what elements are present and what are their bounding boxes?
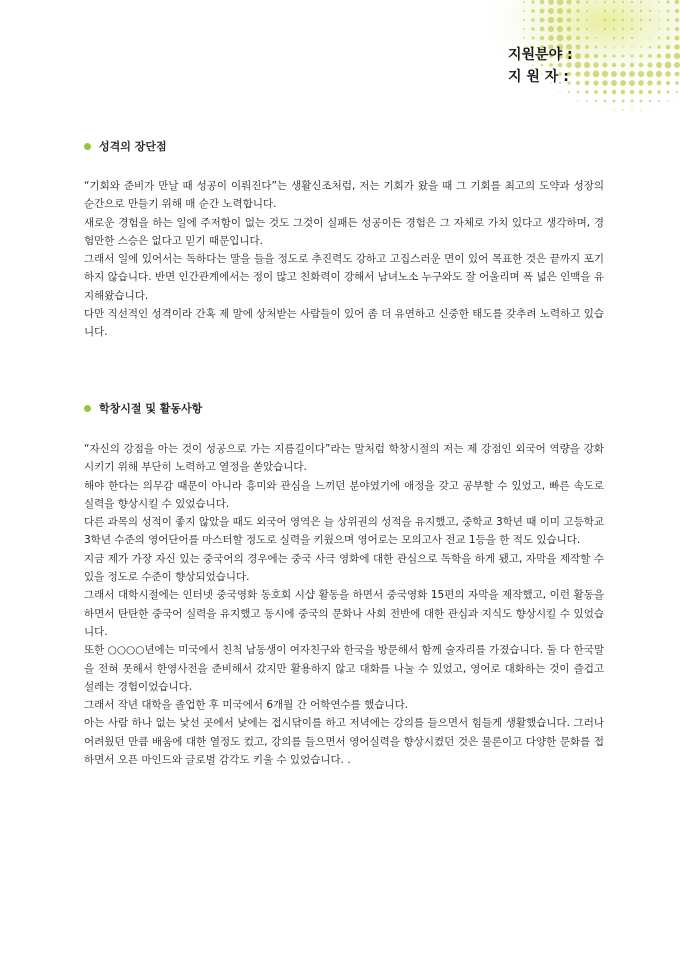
decor-dot: [602, 71, 608, 77]
decor-dot: [604, 100, 607, 103]
decor-dot: [585, 54, 590, 59]
decor-dot: [531, 27, 534, 30]
decor-dot: [667, 91, 670, 94]
decor-dot: [594, 54, 598, 58]
decor-dot: [586, 100, 588, 102]
decor-dot: [523, 10, 525, 12]
decor-dot: [604, 46, 606, 48]
decor-dot: [577, 91, 580, 94]
decor-dot: [604, 19, 606, 21]
decor-dot: [675, 72, 680, 77]
decor-dot: [631, 55, 634, 58]
paragraph: 또한 ○○○○년에는 미국에서 친척 남동생이 여자친구와 한국을 방문해서 함께 술자리를 가졌습니다. 둘 다 한국말을 전혀 못해서 한영사전을 준비해서 갔지만 활용하지 않고 대화를 나눌 수 있었고, 영어로 대화하는 것이 즐겁고 설레는 경험이었습니다.: [84, 644, 604, 693]
decor-dot: [658, 1, 660, 3]
paragraph: 다만 직선적인 성격이라 간혹 제 말에 상처받는 사람들이 있어 좀 더 유연하고 신중한 태도를 갖추려 노력하고 있습니다.: [84, 308, 604, 339]
decor-dot: [665, 53, 670, 58]
decor-dot: [658, 28, 660, 30]
decor-dot: [586, 37, 589, 40]
applicant-label: 지 원 자 :: [508, 69, 569, 85]
decor-dot: [613, 28, 615, 30]
decor-dot: [596, 11, 597, 12]
paragraph: 지금 제가 가장 자신 있는 중국어의 경우에는 중국 사극 영화에 대한 관심으로 독학을 하게 됐고, 자막을 제작할 수 있을 정도로 수준이 향상되었습니다.: [84, 552, 604, 584]
decor-dot: [666, 36, 670, 40]
decor-dot: [675, 9, 679, 13]
section-body-school-activities: [84, 440, 604, 769]
decor-dot: [674, 53, 680, 59]
decor-dot: [631, 10, 633, 12]
decor-dot: [586, 19, 588, 21]
decor-dot: [593, 62, 599, 68]
paragraph: “자신의 강점을 아는 것이 성공으로 가는 지름길이다”라는 말처럼 학창시절의 저는 제 강점인 외국어 역량을 강화시키기 위해 부단히 노력하고 열정을 쏟았습니다.: [84, 443, 604, 474]
decor-dot: [602, 80, 608, 86]
decor-dot: [674, 62, 680, 68]
decor-dot: [657, 54, 662, 59]
decor-dot: [576, 45, 581, 50]
decor-dot: [576, 18, 579, 21]
decor-dot: [613, 1, 615, 3]
decor-dot: [658, 37, 660, 39]
decor-dot: [648, 90, 652, 94]
decor-dot: [567, 27, 572, 32]
section-title: 성격의 장단점: [99, 140, 167, 153]
decor-dot: [667, 19, 670, 22]
decor-dot: [649, 10, 651, 12]
decor-dot: [640, 109, 641, 110]
decor-dot: [656, 71, 662, 77]
decor-dot: [523, 28, 525, 30]
decor-dot: [647, 62, 652, 67]
decor-dot: [620, 80, 626, 86]
decor-dot: [604, 109, 605, 110]
decor-dot: [613, 37, 615, 39]
decor-dot: [595, 46, 598, 49]
paragraph: 새로운 경험을 하는 일에 주저함이 없는 것도 그것이 실패든 성공이든 경험은 그 자체로 가치 있다고 생각하며, 경험만한 스승은 없다고 믿기 때문입니다.: [84, 216, 604, 247]
decor-dot: [612, 54, 615, 57]
decor-dot: [621, 90, 626, 95]
decor-dot: [613, 19, 615, 21]
decor-dot: [640, 10, 642, 12]
decor-dot: [596, 110, 597, 111]
decor-dot: [531, 18, 534, 21]
decor-dot: [557, 17, 563, 23]
decor-dot: [650, 2, 651, 3]
decor-dot: [586, 28, 588, 30]
decor-dot: [576, 9, 579, 12]
decor-dot: [577, 100, 578, 101]
decor-dot: [515, 20, 516, 21]
decor-dot: [649, 19, 651, 21]
decor-dot: [622, 55, 625, 58]
decor-dot: [531, 0, 534, 3]
decor-dot: [523, 37, 525, 39]
decor-dot: [640, 100, 643, 103]
decor-dot: [575, 62, 582, 69]
decor-dot: [656, 62, 662, 68]
decor-dot: [630, 90, 634, 94]
section-heading-school-activities: [84, 400, 202, 416]
decor-dot: [667, 100, 669, 102]
paragraph: 그래서 대학시절에는 인터넷 중국영화 동호회 시샵 활동을 하면서 중국영화 15편의 자막을 제작했고, 이런 활동을 하면서 탄탄한 중국어 실력을 유지했고 동시에 중국의 문화나 사회 전반에 대한 관심과 지식도 향상시킬 수 있었습니다.: [84, 589, 604, 638]
decor-dot: [523, 1, 525, 3]
decor-dot: [622, 28, 624, 30]
decor-dot: [631, 1, 633, 3]
decor-dot: [595, 100, 597, 102]
decor-dot: [647, 71, 654, 78]
decor-dot: [640, 1, 642, 3]
decor-dot: [595, 37, 597, 39]
decor-dot: [603, 54, 606, 57]
decor-dot: [557, 35, 564, 42]
bullet-icon: [84, 143, 91, 150]
decor-dot: [557, 8, 563, 14]
paragraph: 그래서 일에 있어서는 독하다는 말을 들을 정도로 추진력도 강하고 고집스러운 면이 있어 목표한 것은 끝까지 포기하지 않습니다. 반면 인간관계에서는 정이 많고 친화력이 강해서 남녀노소 누구와도 잘 어울리며 폭 넓은 인맥을 유지해왔습니다.: [84, 253, 604, 302]
decor-dot: [638, 71, 644, 77]
paragraph: “기회와 준비가 만날 때 성공이 이뤄진다”는 생활신조처럼, 저는 기회가 왔을 때 그 기회를 최고의 도약과 성장의 순간으로 만들기 위해 매 순간 노력합니다.: [84, 180, 604, 211]
decor-dot: [611, 71, 617, 77]
paragraph: 해야 한다는 의무감 때문이 아니라 흥미와 관심을 느끼던 분야였기에 애정을 갖고 공부할 수 있었고, 빠른 속도로 실력을 향상시킬 수 있었습니다.: [84, 479, 604, 510]
decor-dot: [585, 45, 589, 49]
decor-dot: [631, 19, 633, 21]
decor-dot: [675, 81, 679, 85]
decor-dot: [567, 18, 572, 23]
decor-dot: [622, 46, 623, 47]
decor-dot: [639, 54, 642, 57]
decor-dot: [586, 1, 589, 4]
decor-dot: [585, 81, 590, 86]
decor-dot: [576, 81, 580, 85]
decor-dot: [548, 35, 554, 41]
decor-dot: [523, 19, 525, 21]
decor-dot: [531, 36, 534, 39]
paragraph: 아는 사람 하나 없는 낯선 곳에서 낮에는 접시닦이를 하고 저녁에는 강의를 들으면서 힘들게 생활했습니다. 그러나 어려웠던 만큼 배움에 대한 열정도 컸고, 강의를 들으면서 영어실력을 향상시켰던 것은 물론이고 다양한 문화를 접하면서 오픈 마인드와 글로벌 감각도 키울 수 있었습니다. .: [84, 717, 604, 767]
decor-dot: [567, 9, 572, 14]
decor-dot: [657, 90, 661, 94]
decor-dot: [603, 90, 607, 94]
decor-dot: [593, 71, 600, 78]
decor-dot: [650, 110, 651, 111]
decor-dot: [531, 9, 534, 12]
decor-dot: [548, 26, 554, 32]
decor-dot: [667, 10, 670, 13]
decor-dot: [540, 9, 545, 14]
section-heading-personality: [84, 138, 167, 154]
decor-dot: [540, 27, 545, 32]
decor-dot: [540, 36, 544, 40]
decor-dot: [640, 46, 642, 48]
decor-dot: [658, 19, 659, 20]
decor-dot: [585, 90, 588, 93]
section-body-personality: [84, 177, 604, 342]
decor-dot: [630, 63, 634, 67]
decor-dot: [649, 100, 651, 102]
decor-dot: [676, 91, 678, 93]
decor-dot: [640, 28, 642, 30]
decor-dot: [603, 63, 608, 68]
decor-dot: [596, 29, 597, 30]
decor-dot: [631, 100, 634, 103]
decor-dot: [666, 0, 669, 3]
decor-dot: [631, 109, 632, 110]
decor-dot: [604, 10, 606, 12]
decor-dot: [667, 28, 670, 31]
decor-dot: [638, 80, 644, 86]
decor-dot: [674, 44, 680, 50]
section-title: 학창시절 및 활동사항: [99, 402, 203, 415]
decor-dot: [665, 62, 672, 69]
decor-dot: [605, 38, 606, 39]
decor-dot: [613, 109, 614, 110]
decor-dot: [657, 81, 662, 86]
decor-dot: [629, 80, 635, 86]
decor-dot: [612, 63, 617, 68]
decor-dot: [557, 26, 563, 32]
decor-dot: [559, 91, 560, 92]
decor-dot: [575, 71, 580, 76]
decor-dot: [620, 71, 626, 77]
decor-dot: [622, 10, 624, 12]
decor-dot: [622, 19, 624, 21]
decor-dot: [658, 100, 660, 102]
decor-dot: [566, 35, 571, 40]
decor-dot: [548, 8, 554, 14]
decor-dot: [604, 28, 606, 30]
decor-dot: [675, 36, 680, 41]
decor-dot: [548, 17, 554, 23]
decor-dot: [613, 10, 615, 12]
decor-dot: [666, 45, 670, 49]
decor-dot: [657, 45, 660, 48]
decor-dot: [631, 37, 633, 39]
decor-dot: [515, 11, 516, 12]
decor-dot: [584, 62, 590, 68]
decor-dot: [622, 100, 625, 103]
decor-dot: [568, 91, 570, 93]
decor-dot: [631, 46, 632, 47]
applicant-header: [508, 44, 573, 88]
decor-dot: [586, 10, 588, 12]
decor-dot: [575, 53, 581, 59]
decor-dot: [540, 18, 545, 23]
decor-dot: [576, 36, 580, 40]
decor-dot: [613, 100, 616, 103]
decor-dot: [647, 80, 652, 85]
decor-dot: [666, 81, 670, 85]
decor-dot: [621, 63, 625, 67]
decor-dot: [594, 90, 598, 94]
decor-dot: [658, 10, 660, 12]
decor-dot: [622, 37, 624, 39]
decor-dot: [665, 71, 671, 77]
decor-dot: [593, 80, 598, 85]
decor-dot: [576, 27, 580, 31]
decor-dot: [649, 46, 652, 49]
paragraph: 그래서 작년 대학을 졸업한 후 미국에서 6개월 간 어학연수를 했습니다.: [84, 699, 409, 712]
decor-dot: [675, 27, 679, 31]
decor-dot: [675, 18, 679, 22]
decor-dot: [622, 109, 623, 110]
decor-dot: [648, 54, 652, 58]
decor-dot: [576, 0, 580, 4]
decor-dot: [584, 71, 590, 77]
decor-dot: [595, 1, 596, 2]
decor-dot: [640, 19, 642, 21]
decor-dot: [649, 37, 650, 38]
decor-dot: [631, 28, 633, 30]
bullet-icon: [84, 405, 91, 412]
decor-dot: [639, 90, 643, 94]
decor-dot: [629, 71, 635, 77]
decor-dot: [639, 63, 644, 68]
decor-dot: [677, 101, 678, 102]
paragraph: 다른 과목의 성적이 좋지 않았을 때도 외국어 영역은 늘 상위권의 성적을 유지했고, 중학교 3학년 때 이미 고등학교 3학년 수준의 영어단어를 마스터할 정도로 실력을 키웠으며 영어로는 모의고사 전교 1등을 한 적도 있습니다.: [84, 516, 604, 547]
decor-dot: [622, 1, 624, 3]
decor-dot: [613, 46, 615, 48]
field-label: 지원분야 :: [508, 47, 573, 63]
decor-dot: [612, 90, 616, 94]
decor-dot: [604, 1, 606, 3]
decor-dot: [611, 80, 617, 86]
